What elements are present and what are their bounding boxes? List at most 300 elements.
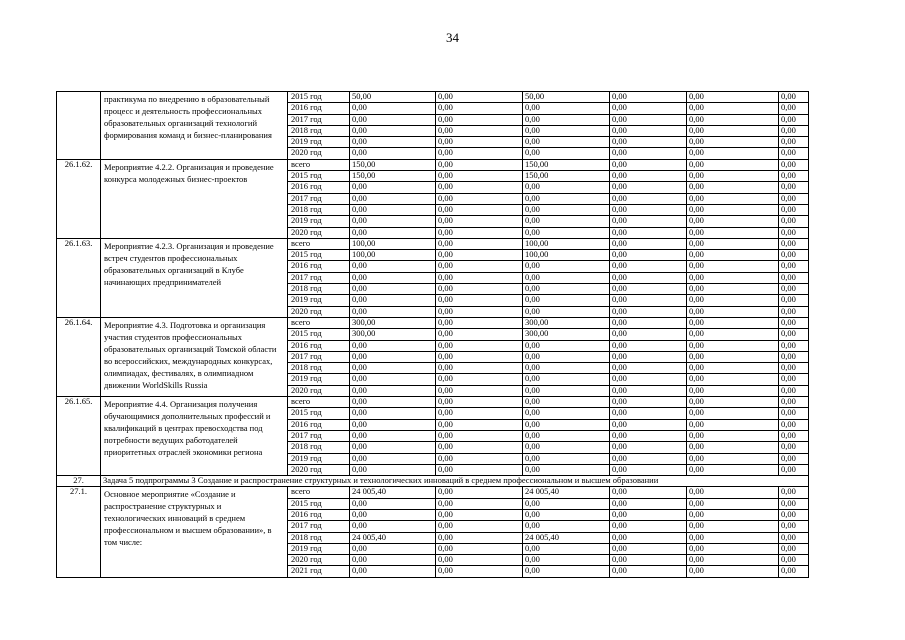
amount-cell: 0,00 [687,363,779,374]
amount-cell: 0,00 [350,555,436,566]
amount-cell: 0,00 [436,103,523,114]
amount-cell: 0,00 [610,498,687,509]
amount-cell: 0,00 [687,238,779,249]
period-cell: 2019 год [288,216,350,227]
amount-cell: 100,00 [523,250,610,261]
amount-cell: 0,00 [523,114,610,125]
amount-cell: 0,00 [687,453,779,464]
period-cell: всего [288,487,350,498]
amount-cell: 0,00 [687,543,779,554]
amount-cell: 0,00 [350,543,436,554]
amount-cell: 0,00 [350,272,436,283]
amount-cell: 0,00 [610,532,687,543]
amount-cell: 300,00 [523,329,610,340]
amount-cell: 0,00 [779,295,809,306]
amount-cell: 300,00 [523,317,610,328]
amount-cell: 0,00 [436,204,523,215]
amount-cell: 150,00 [350,171,436,182]
amount-cell: 0,00 [779,521,809,532]
period-cell: 2020 год [288,555,350,566]
amount-cell: 0,00 [610,453,687,464]
amount-cell: 0,00 [779,385,809,396]
amount-cell: 0,00 [687,284,779,295]
amount-cell: 0,00 [523,227,610,238]
funding-table [56,91,809,578]
period-cell: 2016 год [288,103,350,114]
amount-cell: 24 005,40 [523,487,610,498]
amount-cell: 0,00 [436,171,523,182]
period-cell: 2016 год [288,182,350,193]
amount-cell: 0,00 [436,442,523,453]
table-row [57,159,809,170]
amount-cell: 0,00 [436,351,523,362]
amount-cell: 0,00 [779,227,809,238]
amount-cell: 0,00 [523,453,610,464]
amount-cell: 0,00 [523,272,610,283]
period-cell: 2017 год [288,193,350,204]
amount-cell: 0,00 [350,419,436,430]
amount-cell: 0,00 [779,498,809,509]
amount-cell: 0,00 [436,419,523,430]
amount-cell: 0,00 [779,509,809,520]
amount-cell: 0,00 [610,419,687,430]
amount-cell: 0,00 [350,363,436,374]
amount-cell: 0,00 [610,148,687,159]
period-cell: 2015 год [288,498,350,509]
amount-cell: 0,00 [610,125,687,136]
item-description: Мероприятие 4.2.3. Организация и проведение встреч студентов профессиональных образовательных организаций в Клубе начинающих предпринимателей [101,238,288,317]
amount-cell: 0,00 [350,351,436,362]
amount-cell: 0,00 [436,317,523,328]
amount-cell: 0,00 [610,317,687,328]
amount-cell: 0,00 [350,509,436,520]
amount-cell: 0,00 [436,284,523,295]
amount-cell: 0,00 [687,498,779,509]
amount-cell: 0,00 [687,148,779,159]
period-cell: 2016 год [288,509,350,520]
amount-cell: 0,00 [523,216,610,227]
item-description: Мероприятие 4.3. Подготовка и организация участия студентов профессиональных образовательных организаций Томской области во всероссийских, международных конкурсах, олимпиадах, фестивалях, в олимпиадном движении WorldSkills Russia [101,317,288,396]
amount-cell: 0,00 [779,555,809,566]
amount-cell: 0,00 [779,453,809,464]
amount-cell: 0,00 [523,498,610,509]
amount-cell: 0,00 [779,419,809,430]
amount-cell: 0,00 [610,193,687,204]
amount-cell: 0,00 [779,148,809,159]
item-description: Мероприятие 4.2.2. Организация и проведение конкурса молодежных бизнес-проектов [101,159,288,238]
amount-cell: 0,00 [610,92,687,103]
amount-cell: 0,00 [436,238,523,249]
amount-cell: 0,00 [436,250,523,261]
period-cell: 2015 год [288,250,350,261]
amount-cell: 0,00 [687,125,779,136]
amount-cell: 0,00 [687,566,779,577]
amount-cell: 0,00 [436,385,523,396]
amount-cell: 0,00 [350,148,436,159]
amount-cell: 0,00 [779,284,809,295]
amount-cell: 0,00 [779,238,809,249]
item-number: 26.1.65. [57,397,101,476]
amount-cell: 0,00 [779,103,809,114]
amount-cell: 0,00 [610,171,687,182]
amount-cell: 0,00 [436,261,523,272]
period-cell: 2019 год [288,374,350,385]
amount-cell: 100,00 [350,238,436,249]
amount-cell: 0,00 [779,137,809,148]
amount-cell: 0,00 [436,137,523,148]
amount-cell: 50,00 [523,92,610,103]
page-number: 34 [446,30,459,45]
amount-cell: 0,00 [687,555,779,566]
amount-cell: 0,00 [779,182,809,193]
amount-cell: 0,00 [779,464,809,475]
amount-cell: 0,00 [523,148,610,159]
amount-cell: 0,00 [610,103,687,114]
amount-cell: 0,00 [687,419,779,430]
amount-cell: 0,00 [350,442,436,453]
amount-cell: 0,00 [523,543,610,554]
amount-cell: 0,00 [779,216,809,227]
amount-cell: 0,00 [687,193,779,204]
amount-cell: 0,00 [610,397,687,408]
amount-cell: 0,00 [779,532,809,543]
amount-cell: 0,00 [523,509,610,520]
amount-cell: 0,00 [523,125,610,136]
amount-cell: 0,00 [687,430,779,441]
amount-cell: 0,00 [350,498,436,509]
item-number: 27.1. [57,487,101,577]
amount-cell: 150,00 [523,171,610,182]
amount-cell: 0,00 [523,137,610,148]
amount-cell: 0,00 [779,204,809,215]
amount-cell: 50,00 [350,92,436,103]
amount-cell: 0,00 [436,543,523,554]
period-cell: всего [288,397,350,408]
amount-cell: 0,00 [610,137,687,148]
amount-cell: 0,00 [610,250,687,261]
period-cell: 2018 год [288,125,350,136]
period-cell: 2020 год [288,306,350,317]
period-cell: 2019 год [288,295,350,306]
amount-cell: 0,00 [523,419,610,430]
amount-cell: 0,00 [610,340,687,351]
amount-cell: 24 005,40 [350,487,436,498]
amount-cell: 0,00 [350,114,436,125]
amount-cell: 0,00 [779,329,809,340]
amount-cell: 0,00 [687,509,779,520]
amount-cell: 0,00 [687,442,779,453]
amount-cell: 0,00 [779,92,809,103]
period-cell: 2019 год [288,137,350,148]
table-row [57,317,809,328]
period-cell: 2015 год [288,329,350,340]
period-cell: 2015 год [288,408,350,419]
amount-cell: 0,00 [436,227,523,238]
amount-cell: 0,00 [610,227,687,238]
amount-cell: 0,00 [523,385,610,396]
amount-cell: 0,00 [687,159,779,170]
amount-cell: 0,00 [779,250,809,261]
amount-cell: 100,00 [350,250,436,261]
amount-cell: 0,00 [610,284,687,295]
period-cell: всего [288,238,350,249]
amount-cell: 0,00 [523,442,610,453]
amount-cell: 0,00 [436,92,523,103]
period-cell: 2018 год [288,442,350,453]
table-row [57,92,809,103]
amount-cell: 0,00 [523,408,610,419]
period-cell: 2017 год [288,114,350,125]
amount-cell: 0,00 [779,159,809,170]
amount-cell: 0,00 [350,385,436,396]
amount-cell: 0,00 [610,182,687,193]
amount-cell: 0,00 [523,521,610,532]
amount-cell: 0,00 [610,204,687,215]
item-number: 26.1.64. [57,317,101,396]
amount-cell: 150,00 [523,159,610,170]
table-row [57,397,809,408]
amount-cell: 0,00 [610,329,687,340]
amount-cell: 0,00 [436,363,523,374]
amount-cell: 0,00 [436,216,523,227]
amount-cell: 0,00 [610,306,687,317]
amount-cell: 24 005,40 [350,532,436,543]
amount-cell: 0,00 [350,137,436,148]
amount-cell: 300,00 [350,317,436,328]
amount-cell: 0,00 [610,408,687,419]
table-row [57,238,809,249]
period-cell: 2020 год [288,227,350,238]
amount-cell: 0,00 [436,114,523,125]
amount-cell: 0,00 [350,340,436,351]
amount-cell: 0,00 [523,103,610,114]
period-cell: 2017 год [288,521,350,532]
amount-cell: 0,00 [687,204,779,215]
amount-cell: 0,00 [779,566,809,577]
amount-cell: 0,00 [350,566,436,577]
amount-cell: 0,00 [610,238,687,249]
amount-cell: 0,00 [687,137,779,148]
amount-cell: 0,00 [350,125,436,136]
amount-cell: 0,00 [523,306,610,317]
amount-cell: 0,00 [436,521,523,532]
amount-cell: 0,00 [436,295,523,306]
amount-cell: 0,00 [687,261,779,272]
amount-cell: 0,00 [610,216,687,227]
amount-cell: 0,00 [687,408,779,419]
amount-cell: 0,00 [350,521,436,532]
amount-cell: 0,00 [436,408,523,419]
amount-cell: 0,00 [687,216,779,227]
amount-cell: 0,00 [610,566,687,577]
amount-cell: 0,00 [779,487,809,498]
period-cell: 2015 год [288,92,350,103]
amount-cell: 0,00 [687,329,779,340]
amount-cell: 0,00 [523,363,610,374]
amount-cell: 0,00 [436,272,523,283]
amount-cell: 0,00 [350,227,436,238]
amount-cell: 0,00 [687,317,779,328]
amount-cell: 0,00 [610,261,687,272]
amount-cell: 0,00 [610,430,687,441]
amount-cell: 0,00 [350,430,436,441]
amount-cell: 0,00 [687,340,779,351]
amount-cell: 0,00 [350,193,436,204]
period-cell: 2018 год [288,284,350,295]
amount-cell: 0,00 [610,159,687,170]
amount-cell: 0,00 [436,509,523,520]
amount-cell: 24 005,40 [523,532,610,543]
item-number: 26.1.63. [57,238,101,317]
amount-cell: 0,00 [610,114,687,125]
amount-cell: 0,00 [687,351,779,362]
amount-cell: 0,00 [523,295,610,306]
period-cell: 2020 год [288,148,350,159]
amount-cell: 0,00 [436,340,523,351]
item-description: практикума по внедрению в образовательный процесс и деятельность профессиональных образовательных организаций технологий формирования команд и бизнес-планирования [101,92,288,160]
amount-cell: 0,00 [610,521,687,532]
period-cell: 2021 год [288,566,350,577]
amount-cell: 0,00 [523,555,610,566]
amount-cell: 0,00 [350,103,436,114]
amount-cell: 0,00 [687,114,779,125]
amount-cell: 0,00 [779,374,809,385]
period-cell: 2016 год [288,340,350,351]
amount-cell: 0,00 [610,351,687,362]
amount-cell: 0,00 [610,385,687,396]
amount-cell: 0,00 [523,464,610,475]
period-cell: 2016 год [288,261,350,272]
amount-cell: 0,00 [687,171,779,182]
amount-cell: 0,00 [610,487,687,498]
task-title: Задача 5 подпрограммы 3 Создание и распространение структурных и технологических инноваций в среднем профессиональном и высшем образовании [101,476,809,487]
amount-cell: 0,00 [779,306,809,317]
amount-cell: 0,00 [350,295,436,306]
amount-cell: 0,00 [436,487,523,498]
amount-cell: 0,00 [779,261,809,272]
amount-cell: 0,00 [523,193,610,204]
amount-cell: 0,00 [436,125,523,136]
amount-cell: 0,00 [350,464,436,475]
amount-cell: 0,00 [610,374,687,385]
item-description: Мероприятие 4.4. Организация получения обучающимися дополнительных профессий и квалификаций в центрах превосходства под потребности ведущих работодателей приоритетных отраслей экономики региона [101,397,288,476]
item-description: Основное мероприятие «Создание и распространение структурных и технологических инноваций в среднем профессиональном и высшем образовании», в том числе: [101,487,288,577]
amount-cell: 0,00 [610,272,687,283]
period-cell: 2017 год [288,430,350,441]
amount-cell: 0,00 [779,442,809,453]
amount-cell: 0,00 [436,532,523,543]
amount-cell: 0,00 [436,148,523,159]
period-cell: 2018 год [288,363,350,374]
amount-cell: 0,00 [610,442,687,453]
amount-cell: 0,00 [523,374,610,385]
task-row [57,476,809,487]
amount-cell: 0,00 [687,306,779,317]
period-cell: 2018 год [288,532,350,543]
amount-cell: 0,00 [687,487,779,498]
amount-cell: 0,00 [610,295,687,306]
amount-cell: 0,00 [779,340,809,351]
amount-cell: 0,00 [779,397,809,408]
amount-cell: 0,00 [687,103,779,114]
period-cell: 2016 год [288,419,350,430]
amount-cell: 0,00 [350,408,436,419]
amount-cell: 0,00 [436,159,523,170]
amount-cell: 0,00 [687,295,779,306]
amount-cell: 0,00 [350,374,436,385]
amount-cell: 0,00 [610,555,687,566]
amount-cell: 0,00 [779,430,809,441]
amount-cell: 0,00 [523,351,610,362]
amount-cell: 0,00 [350,397,436,408]
amount-cell: 0,00 [610,509,687,520]
amount-cell: 0,00 [779,272,809,283]
amount-cell: 0,00 [687,532,779,543]
period-cell: всего [288,159,350,170]
amount-cell: 0,00 [523,397,610,408]
amount-cell: 0,00 [436,193,523,204]
amount-cell: 0,00 [436,430,523,441]
period-cell: 2020 год [288,464,350,475]
amount-cell: 0,00 [523,340,610,351]
period-cell: 2015 год [288,171,350,182]
amount-cell: 0,00 [687,374,779,385]
amount-cell: 0,00 [350,453,436,464]
amount-cell: 0,00 [687,464,779,475]
amount-cell: 0,00 [779,125,809,136]
period-cell: 2018 год [288,204,350,215]
amount-cell: 0,00 [436,329,523,340]
amount-cell: 0,00 [610,363,687,374]
amount-cell: 0,00 [610,543,687,554]
period-cell: всего [288,317,350,328]
amount-cell: 0,00 [436,464,523,475]
amount-cell: 0,00 [436,566,523,577]
amount-cell: 0,00 [436,498,523,509]
period-cell: 2017 год [288,272,350,283]
amount-cell: 0,00 [350,284,436,295]
period-cell: 2019 год [288,543,350,554]
amount-cell: 0,00 [610,464,687,475]
amount-cell: 0,00 [687,92,779,103]
amount-cell: 0,00 [779,171,809,182]
amount-cell: 0,00 [779,114,809,125]
amount-cell: 0,00 [350,204,436,215]
amount-cell: 0,00 [436,397,523,408]
amount-cell: 0,00 [436,182,523,193]
amount-cell: 0,00 [779,193,809,204]
amount-cell: 0,00 [436,555,523,566]
amount-cell: 0,00 [436,374,523,385]
amount-cell: 0,00 [779,351,809,362]
amount-cell: 0,00 [687,182,779,193]
amount-cell: 0,00 [523,204,610,215]
amount-cell: 0,00 [687,397,779,408]
amount-cell: 0,00 [523,430,610,441]
amount-cell: 150,00 [350,159,436,170]
item-number: 26.1.62. [57,159,101,238]
amount-cell: 0,00 [350,261,436,272]
amount-cell: 100,00 [523,238,610,249]
amount-cell: 0,00 [523,182,610,193]
amount-cell: 0,00 [350,182,436,193]
period-cell: 2019 год [288,453,350,464]
amount-cell: 0,00 [687,521,779,532]
amount-cell: 0,00 [523,261,610,272]
item-number [57,92,101,160]
amount-cell: 0,00 [687,385,779,396]
period-cell: 2017 год [288,351,350,362]
